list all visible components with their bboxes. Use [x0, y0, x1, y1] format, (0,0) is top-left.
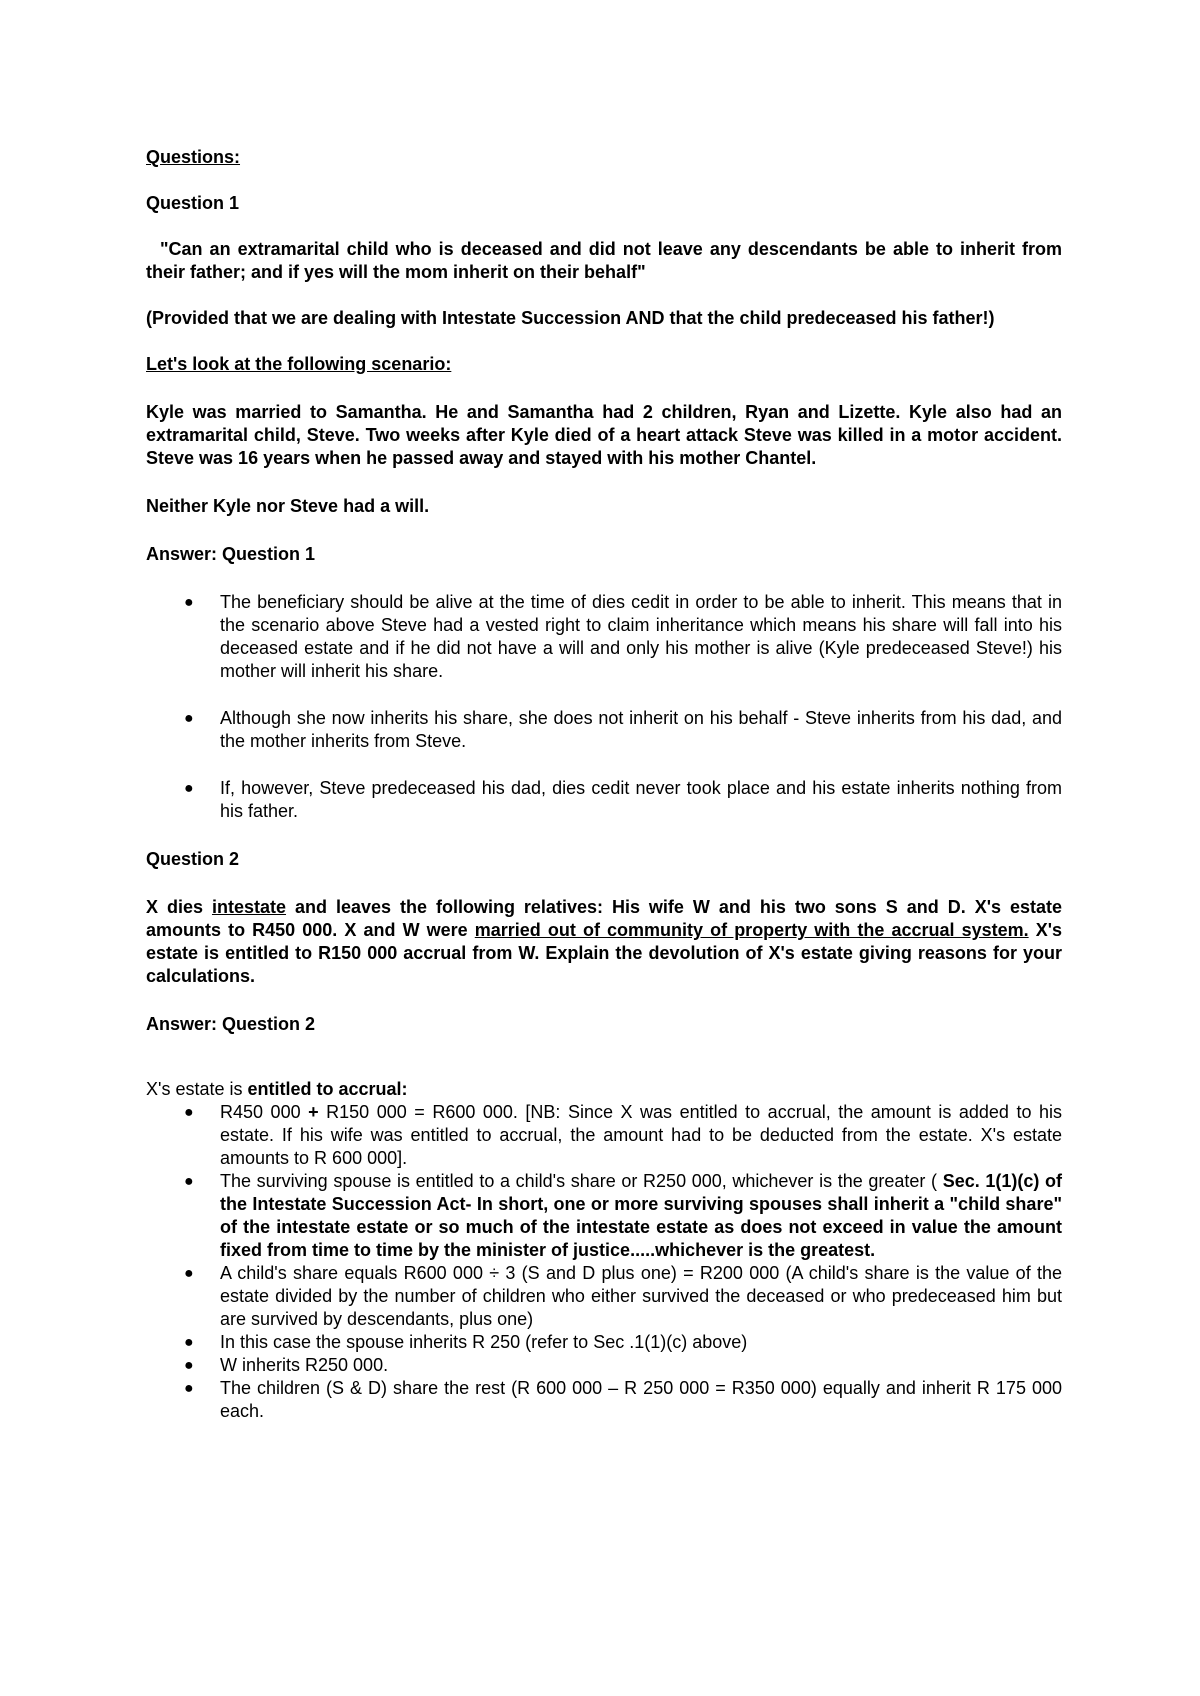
document-page	[146, 146, 1062, 1423]
question-2-text: X dies intestate and leaves the following relatives: His wife W and his two sons S and D. X's estate amounts to R450 000. X and W were married out of community of property with the accrual system. X's estate is entitled to R150 000 accrual from W. Explain the devolution of X's estate giving reasons for your calculations.	[146, 897, 1063, 986]
answer-2-heading: Answer: Question 2	[146, 1014, 316, 1034]
list-item: ● Although she now inherits his share, she does not inherit on his behalf - Steve inherits from his dad, and the mother inherits from Steve.	[184, 708, 1062, 751]
bullet-icon: ●	[184, 1334, 194, 1351]
questions-heading: Questions:	[146, 147, 241, 167]
bullet-icon: ●	[184, 1380, 194, 1397]
question-2-heading: Question 2	[146, 849, 240, 869]
answer-2-intro: X's estate is entitled to accrual:	[146, 1079, 408, 1099]
list-item: ● The beneficiary should be alive at the time of dies cedit in order to be able to inherit. This means that in the scenario above Steve had a vested right to claim inheritance which means his share will fall into his deceased estate and if he did not have a will and only his mother is alive (Kyle predeceased Steve!) his mother will inherit his share.	[184, 592, 1062, 681]
list-item: ● The surviving spouse is entitled to a child's share or R250 000, whichever is the greater ( Sec. 1(1)(c) of the Intestate Succession Act- In short, one or more surviving spouses shall inherit a "child share" of the intestate estate or so much of the intestate estate as does not exceed in value the amount fixed from time to time by the minister of justice.....whichever is the greatest.	[184, 1171, 1062, 1260]
bullet-icon: ●	[184, 1173, 194, 1190]
answer-2-list	[146, 1101, 1062, 1423]
question-1-proviso: (Provided that we are dealing with Intestate Succession AND that the child predeceased his father!)	[146, 308, 995, 328]
bullet-icon: ●	[184, 1104, 194, 1121]
list-item: ● If, however, Steve predeceased his dad, dies cedit never took place and his estate inherits nothing from his father.	[184, 778, 1062, 821]
scenario-heading: Let's look at the following scenario:	[146, 354, 452, 374]
no-will-text: Neither Kyle nor Steve had a will.	[146, 496, 430, 516]
answer-1-heading: Answer: Question 1	[146, 544, 316, 564]
question-1-heading: Question 1	[146, 193, 240, 213]
list-item: ● A child's share equals R600 000 ÷ 3 (S and D plus one) = R200 000 (A child's share is the value of the estate divided by the number of children who either survived the deceased or who predeceased him but are survived by descendants, plus one)	[184, 1263, 1062, 1329]
question-1-text: "Can an extramarital child who is deceased and did not leave any descendants be able to inherit from their father; and if yes will the mom inherit on their behalf"	[146, 239, 1062, 282]
list-item: ● R450 000 + R150 000 = R600 000. [NB: Since X was entitled to accrual, the amount is added to his estate. If his wife was entitled to accrual, the amount had to be deducted from the estate. X's estate amounts to R 600 000].	[184, 1102, 1062, 1168]
list-item: ● The children (S & D) share the rest (R 600 000 – R 250 000 = R350 000) equally and inherit R 175 000 each.	[184, 1378, 1062, 1421]
bullet-icon: ●	[184, 710, 194, 727]
scenario-text: Kyle was married to Samantha. He and Samantha had 2 children, Ryan and Lizette. Kyle also had an extramarital child, Steve. Two weeks after Kyle died of a heart attack Steve was killed in a motor accident. Steve was 16 years when he passed away and stayed with his mother Chantel.	[146, 402, 1062, 468]
list-item: ● W inherits R250 000.	[184, 1355, 389, 1375]
answer-1-list	[146, 591, 1062, 823]
bullet-icon: ●	[184, 1357, 194, 1374]
bullet-icon: ●	[184, 1265, 194, 1282]
list-item: ● In this case the spouse inherits R 250 (refer to Sec .1(1)(c) above)	[184, 1332, 748, 1352]
bullet-icon: ●	[184, 594, 194, 611]
bullet-icon: ●	[184, 780, 194, 797]
